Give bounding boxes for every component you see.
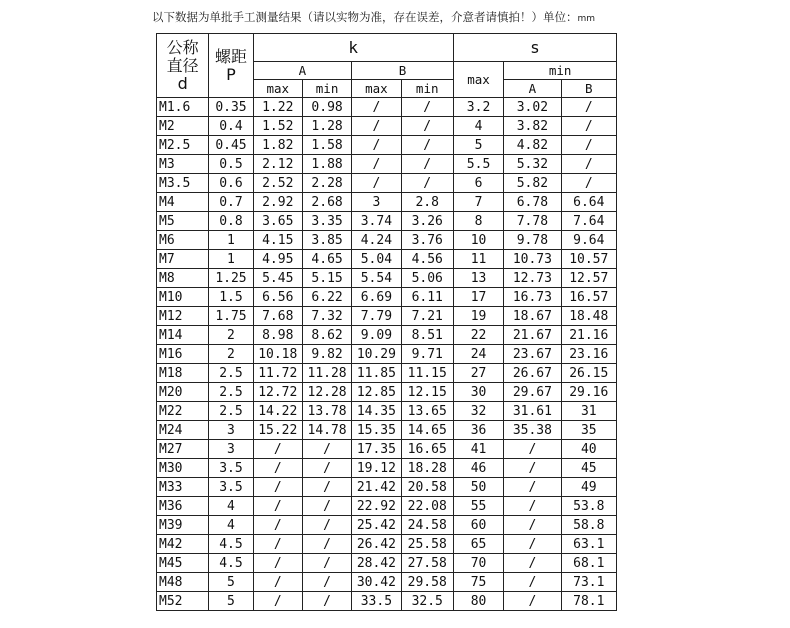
cell-kA-min: / [302,497,351,516]
table-row [157,592,617,611]
cell-smin-B: / [561,136,616,155]
cell-p: 3 [209,440,253,459]
header-kA-min: min [302,80,351,98]
cell-kA-max: / [253,592,302,611]
header-p-line2: P [226,64,236,84]
cell-kB-min: / [401,174,453,193]
cell-kB-max: 21.42 [352,478,401,497]
cell-smin-A: / [504,516,561,535]
cell-smin-B: 35 [561,421,616,440]
cell-s-max: 19 [453,307,503,326]
cell-smin-A: / [504,478,561,497]
table-row [157,421,617,440]
cell-p: 4 [209,516,253,535]
cell-kA-min: 0.98 [302,98,351,117]
cell-smin-B: / [561,117,616,136]
table-row [157,535,617,554]
cell-smin-B: 29.16 [561,383,616,402]
header-kB-max: max [352,80,401,98]
cell-d: M20 [157,383,209,402]
cell-smin-B: 31 [561,402,616,421]
cell-kA-max: 11.72 [253,364,302,383]
cell-p: 1.75 [209,307,253,326]
cell-smin-A: 4.82 [504,136,561,155]
cell-kB-max: 10.29 [352,345,401,364]
cell-smin-A: / [504,459,561,478]
cell-d: M8 [157,269,209,288]
header-s-max: max [453,62,503,98]
header-p-line1: 螺距 [214,46,247,66]
cell-p: 4.5 [209,535,253,554]
cell-kA-max: 3.65 [253,212,302,231]
cell-d: M18 [157,364,209,383]
cell-smin-B: 78.1 [561,592,616,611]
cell-s-max: 36 [453,421,503,440]
cell-kA-min: / [302,478,351,497]
table-body [157,34,617,611]
cell-p: 4.5 [209,554,253,573]
cell-kA-max: 7.68 [253,307,302,326]
cell-d: M7 [157,250,209,269]
cell-smin-B: 23.16 [561,345,616,364]
cell-d: M27 [157,440,209,459]
cell-p: 1.5 [209,288,253,307]
cell-kA-min: 1.28 [302,117,351,136]
cell-p: 2.5 [209,364,253,383]
cell-kA-max: 1.22 [253,98,302,117]
table-row [157,212,617,231]
cell-smin-A: 31.61 [504,402,561,421]
cell-s-max: 5 [453,136,503,155]
cell-smin-B: 63.1 [561,535,616,554]
cell-kA-min: 9.82 [302,345,351,364]
cell-s-max: 65 [453,535,503,554]
header-k-B: B [352,62,454,80]
cell-kB-max: 5.54 [352,269,401,288]
cell-smin-A: 7.78 [504,212,561,231]
cell-p: 2 [209,345,253,364]
cell-s-max: 70 [453,554,503,573]
cell-smin-B: 12.57 [561,269,616,288]
cell-smin-A: 9.78 [504,231,561,250]
cell-s-max: 24 [453,345,503,364]
cell-p: 5 [209,592,253,611]
cell-s-max: 55 [453,497,503,516]
cell-kB-max: / [352,117,401,136]
cell-kA-min: 12.28 [302,383,351,402]
cell-kB-min: 8.51 [401,326,453,345]
cell-smin-A: / [504,573,561,592]
cell-kA-min: 3.35 [302,212,351,231]
cell-d: M24 [157,421,209,440]
cell-d: M10 [157,288,209,307]
cell-kB-min: 7.21 [401,307,453,326]
cell-kA-max: / [253,478,302,497]
cell-kB-min: / [401,136,453,155]
header-pitch [209,34,253,98]
cell-smin-A: 16.73 [504,288,561,307]
cell-smin-A: 5.82 [504,174,561,193]
cell-kB-max: / [352,174,401,193]
table-row [157,383,617,402]
cell-smin-B: 6.64 [561,193,616,212]
cell-kA-min: 2.28 [302,174,351,193]
cell-p: 1 [209,231,253,250]
cell-d: M52 [157,592,209,611]
cell-kB-max: 6.69 [352,288,401,307]
table-row [157,288,617,307]
header-smin-B: B [561,80,616,98]
table-row [157,231,617,250]
cell-kA-max: / [253,535,302,554]
table-row [157,269,617,288]
cell-kB-max: 12.85 [352,383,401,402]
cell-s-max: 5.5 [453,155,503,174]
cell-smin-B: / [561,98,616,117]
cell-smin-A: / [504,535,561,554]
cell-kB-max: 14.35 [352,402,401,421]
cell-smin-A: / [504,440,561,459]
table-row [157,516,617,535]
cell-smin-A: 3.02 [504,98,561,117]
header-d-line3: d [177,73,188,93]
cell-kB-min: 3.26 [401,212,453,231]
cell-kB-max: 19.12 [352,459,401,478]
cell-smin-B: 73.1 [561,573,616,592]
cell-kB-min: 11.15 [401,364,453,383]
cell-p: 2.5 [209,383,253,402]
cell-kA-min: 3.85 [302,231,351,250]
cell-d: M14 [157,326,209,345]
cell-smin-A: 3.82 [504,117,561,136]
cell-kA-min: 6.22 [302,288,351,307]
cell-kA-max: 4.95 [253,250,302,269]
cell-smin-B: 49 [561,478,616,497]
cell-kB-max: 33.5 [352,592,401,611]
cell-smin-A: 23.67 [504,345,561,364]
cell-p: 0.4 [209,117,253,136]
cell-kB-max: 3 [352,193,401,212]
cell-kB-max: 5.04 [352,250,401,269]
cell-kA-max: 8.98 [253,326,302,345]
cell-d: M16 [157,345,209,364]
cell-kB-max: / [352,155,401,174]
cell-kA-min: 7.32 [302,307,351,326]
cell-kA-min: 5.15 [302,269,351,288]
table-row [157,326,617,345]
cell-kA-max: 5.45 [253,269,302,288]
cell-s-max: 3.2 [453,98,503,117]
cell-smin-B: 40 [561,440,616,459]
cell-smin-A: / [504,554,561,573]
header-s-min: min [504,62,617,80]
cell-smin-A: 10.73 [504,250,561,269]
cell-d: M30 [157,459,209,478]
cell-p: 1.25 [209,269,253,288]
cell-kA-max: 4.15 [253,231,302,250]
cell-kB-max: 9.09 [352,326,401,345]
cell-p: 2 [209,326,253,345]
cell-d: M2 [157,117,209,136]
cell-kA-max: 6.56 [253,288,302,307]
cell-kB-min: 20.58 [401,478,453,497]
cell-p: 3.5 [209,478,253,497]
cell-kB-min: 9.71 [401,345,453,364]
cell-kB-min: / [401,98,453,117]
cell-kA-max: 2.52 [253,174,302,193]
cell-kB-max: 7.79 [352,307,401,326]
cell-smin-A: 29.67 [504,383,561,402]
table-row [157,345,617,364]
cell-kB-min: 32.5 [401,592,453,611]
table-row [157,307,617,326]
cell-smin-B: 7.64 [561,212,616,231]
cell-kB-min: 18.28 [401,459,453,478]
cell-d: M3 [157,155,209,174]
table-row [157,250,617,269]
cell-s-max: 50 [453,478,503,497]
cell-kA-min: / [302,535,351,554]
cell-kA-max: 2.12 [253,155,302,174]
cell-p: 0.45 [209,136,253,155]
cell-s-max: 30 [453,383,503,402]
cell-kB-min: 16.65 [401,440,453,459]
cell-smin-A: 5.32 [504,155,561,174]
cell-kB-min: 29.58 [401,573,453,592]
cell-s-max: 4 [453,117,503,136]
cell-kB-max: 22.92 [352,497,401,516]
cell-kB-min: 13.65 [401,402,453,421]
cell-d: M6 [157,231,209,250]
cell-p: 3.5 [209,459,253,478]
cell-kA-min: 14.78 [302,421,351,440]
cell-d: M2.5 [157,136,209,155]
cell-kA-max: / [253,573,302,592]
cell-kA-min: / [302,554,351,573]
header-k: k [253,34,453,62]
cell-smin-B: / [561,174,616,193]
cell-kB-max: 26.42 [352,535,401,554]
cell-kA-min: / [302,459,351,478]
table-row [157,193,617,212]
cell-d: M22 [157,402,209,421]
cell-s-max: 46 [453,459,503,478]
header-kB-min: min [401,80,453,98]
cell-p: 0.6 [209,174,253,193]
cell-d: M39 [157,516,209,535]
cell-smin-B: 68.1 [561,554,616,573]
table-row [157,174,617,193]
cell-d: M1.6 [157,98,209,117]
table-row [157,440,617,459]
cell-d: M3.5 [157,174,209,193]
cell-kB-min: 25.58 [401,535,453,554]
cell-smin-B: 18.48 [561,307,616,326]
cell-kA-min: 4.65 [302,250,351,269]
cell-kB-max: 4.24 [352,231,401,250]
cell-kA-max: / [253,516,302,535]
cell-p: 0.8 [209,212,253,231]
cell-kA-min: 1.58 [302,136,351,155]
cell-smin-A: / [504,497,561,516]
table-row [157,497,617,516]
header-nominal-diameter [157,34,209,98]
cell-d: M48 [157,573,209,592]
cell-kA-max: 2.92 [253,193,302,212]
cell-smin-B: 21.16 [561,326,616,345]
cell-kB-min: 2.8 [401,193,453,212]
measurement-note [152,9,595,25]
cell-smin-B: 9.64 [561,231,616,250]
cell-kA-max: / [253,554,302,573]
header-d-line2: 直径 [166,55,199,75]
cell-s-max: 27 [453,364,503,383]
cell-kB-max: 15.35 [352,421,401,440]
cell-d: M12 [157,307,209,326]
cell-kB-max: 11.85 [352,364,401,383]
cell-kB-max: 17.35 [352,440,401,459]
cell-s-max: 6 [453,174,503,193]
cell-p: 2.5 [209,402,253,421]
cell-kA-min: 13.78 [302,402,351,421]
table-row [157,402,617,421]
cell-p: 5 [209,573,253,592]
cell-d: M36 [157,497,209,516]
table-row [157,98,617,117]
cell-d: M45 [157,554,209,573]
header-kA-max: max [253,80,302,98]
cell-kA-max: / [253,459,302,478]
cell-kB-min: 14.65 [401,421,453,440]
cell-kA-max: 1.52 [253,117,302,136]
cell-smin-A: 18.67 [504,307,561,326]
cell-kB-min: 6.11 [401,288,453,307]
cell-s-max: 32 [453,402,503,421]
cell-s-max: 8 [453,212,503,231]
cell-kA-max: 12.72 [253,383,302,402]
cell-smin-A: 35.38 [504,421,561,440]
cell-kA-min: 8.62 [302,326,351,345]
cell-kB-min: 3.76 [401,231,453,250]
cell-s-max: 80 [453,592,503,611]
cell-kB-min: 12.15 [401,383,453,402]
note-text: 以下数据为单批手工测量结果（请以实物为准，存在误差，介意者请慎拍！）单位： [152,10,578,24]
header-k-A: A [253,62,352,80]
header-s: s [453,34,616,62]
header-row-1 [157,34,617,62]
cell-smin-B: 58.8 [561,516,616,535]
cell-kA-max: 14.22 [253,402,302,421]
cell-smin-A: 21.67 [504,326,561,345]
cell-smin-B: 45 [561,459,616,478]
cell-kA-min: 1.88 [302,155,351,174]
cell-smin-B: 16.57 [561,288,616,307]
cell-smin-B: / [561,155,616,174]
cell-p: 4 [209,497,253,516]
cell-p: 3 [209,421,253,440]
table-row [157,364,617,383]
cell-kB-min: 27.58 [401,554,453,573]
cell-kA-min: / [302,516,351,535]
cell-p: 0.7 [209,193,253,212]
cell-p: 0.35 [209,98,253,117]
cell-s-max: 7 [453,193,503,212]
cell-d: M4 [157,193,209,212]
table-row [157,554,617,573]
cell-s-max: 13 [453,269,503,288]
table-row [157,459,617,478]
cell-smin-A: 6.78 [504,193,561,212]
cell-kB-min: / [401,117,453,136]
cell-kA-max: 10.18 [253,345,302,364]
cell-d: M42 [157,535,209,554]
cell-kA-max: / [253,440,302,459]
cell-s-max: 22 [453,326,503,345]
cell-kB-max: / [352,98,401,117]
bolt-dimension-table [156,33,617,611]
cell-p: 1 [209,250,253,269]
cell-smin-A: / [504,592,561,611]
cell-s-max: 17 [453,288,503,307]
cell-kB-min: 24.58 [401,516,453,535]
cell-kA-min: / [302,440,351,459]
cell-kA-max: 1.82 [253,136,302,155]
cell-smin-B: 53.8 [561,497,616,516]
cell-smin-A: 26.67 [504,364,561,383]
cell-s-max: 60 [453,516,503,535]
cell-kB-max: 28.42 [352,554,401,573]
cell-s-max: 41 [453,440,503,459]
cell-kA-min: / [302,573,351,592]
cell-kA-max: 15.22 [253,421,302,440]
cell-kB-min: 5.06 [401,269,453,288]
table-row [157,573,617,592]
cell-d: M33 [157,478,209,497]
cell-s-max: 75 [453,573,503,592]
cell-kB-max: 3.74 [352,212,401,231]
table-row [157,155,617,174]
table-row [157,136,617,155]
cell-d: M5 [157,212,209,231]
header-smin-A: A [504,80,561,98]
cell-smin-B: 26.15 [561,364,616,383]
note-unit: mm [577,14,596,24]
cell-s-max: 11 [453,250,503,269]
cell-kB-max: / [352,136,401,155]
cell-kB-min: 22.08 [401,497,453,516]
cell-kA-max: / [253,497,302,516]
cell-kA-min: 11.28 [302,364,351,383]
table-row [157,117,617,136]
cell-smin-A: 12.73 [504,269,561,288]
cell-kB-max: 30.42 [352,573,401,592]
header-d-line1: 公称 [166,37,199,57]
cell-s-max: 10 [453,231,503,250]
cell-p: 0.5 [209,155,253,174]
cell-kB-min: 4.56 [401,250,453,269]
cell-kA-min: 2.68 [302,193,351,212]
table-row [157,478,617,497]
cell-kA-min: / [302,592,351,611]
cell-kB-max: 25.42 [352,516,401,535]
cell-smin-B: 10.57 [561,250,616,269]
cell-kB-min: / [401,155,453,174]
